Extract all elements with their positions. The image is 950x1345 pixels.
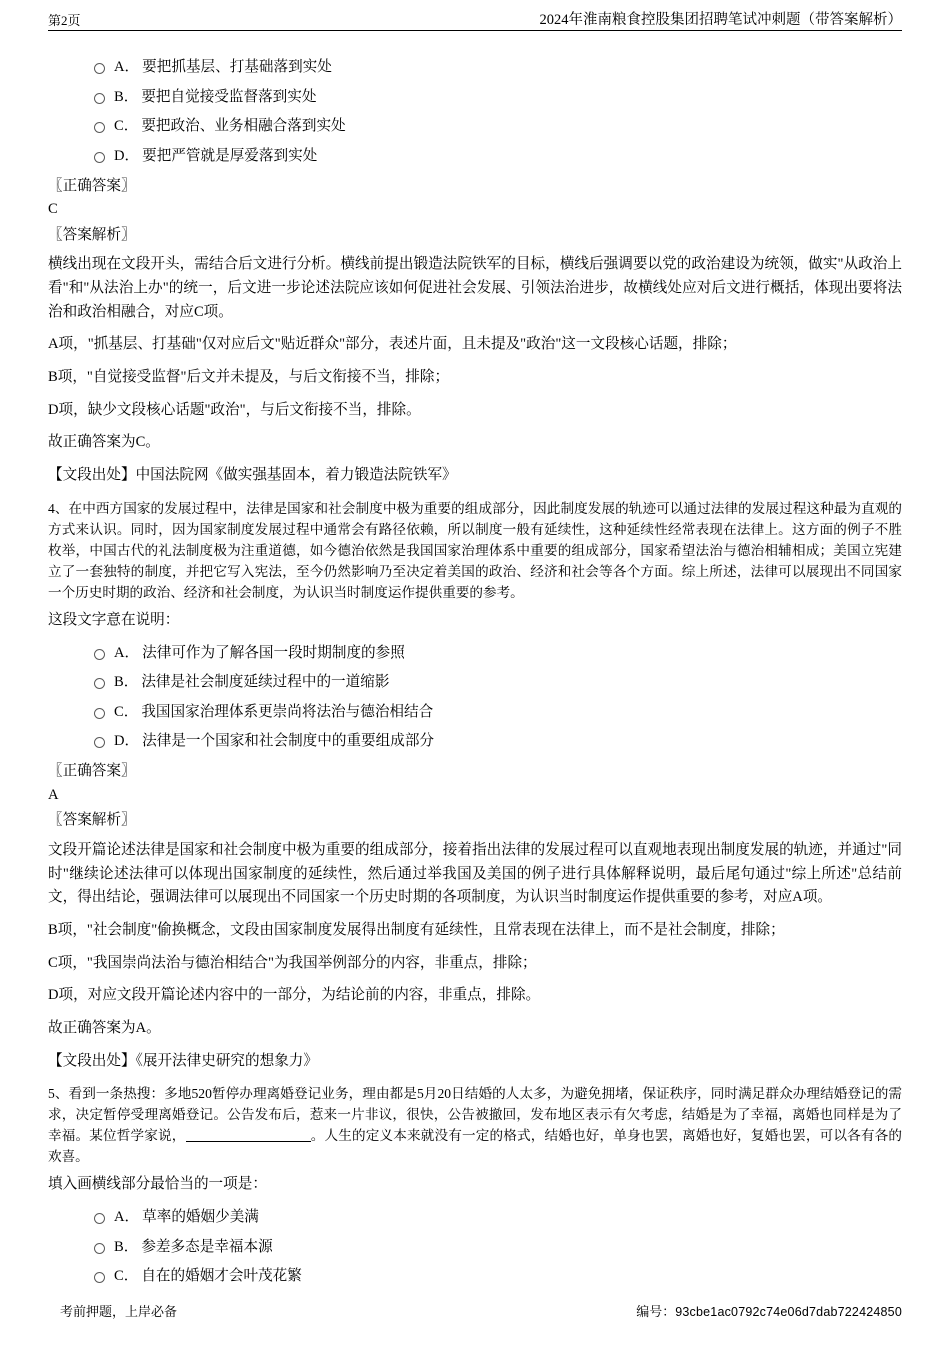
q4-answer-value: A bbox=[48, 786, 59, 803]
q4-analysis-conclusion: 故正确答案为A。 bbox=[48, 1019, 161, 1036]
q4-analysis-paragraph: 文段开篇论述法律是国家和社会制度中极为重要的组成部分，接着指出法律的发展过程可以直观地表现出制度发展的轨迹，并通过"同时"继续论述法律可以体现出国家制度的延续性，然后通过举我国及美国的例子进行具体解释说明，最后尾句通过"综上所述"总结前文，得出结论，强调法律可以展现出不同国家一个历史时期的各项制度，为认识当时制度运作提供重要的参考，对应A项。 bbox=[48, 842, 902, 906]
q4-stem: 4、在中西方国家的发展过程中，法律是国家和社会制度中极为重要的组成部分，因此制度发展的轨迹可以通过法律的发展过程这种最为直观的方式来认识。同时，因为国家制度发展过程中通常会有路径依赖，所以制度一般有延续性，这种延续性经常表现在法律上。这方面的例子不胜枚举，中国古代的礼法制度极为注重道德，如今德治依然是我国国家治理体系中重要的组成部分，国家希望法治与德治相辅相成；美国立宪建立了一套独特的制度，并把它写入宪法，至今仍然影响乃至决定着美国的政治、经济和社会等各个方面。综上所述，法律可以展现出不同国家一个历史时期的政治、经济和社会制度，为认识当时制度运作提供重要的参考。 bbox=[48, 500, 902, 600]
option-label: D． bbox=[114, 147, 140, 164]
q4-option-a[interactable] bbox=[48, 642, 902, 666]
q3-option-a[interactable] bbox=[48, 56, 902, 80]
option-text: 要把政治、业务相融合落到实处 bbox=[141, 118, 346, 135]
option-label: A． bbox=[114, 59, 140, 75]
q4-analysis-heading: 〖答案解析〗 bbox=[48, 812, 136, 829]
q5-stem-part2: 。人生的定义本来就没有一定的格式，结婚也好，单身也罢，离婚也好，复婚也罢，可以各有各的欢喜。 bbox=[48, 1128, 902, 1165]
q3-analysis-paragraph: 横线出现在文段开头，需结合后文进行分析。横线前提出锻造法院铁军的目标，横线后强调要以党的政治建设为统领，做实"从政治上看"和"从法治上办"的统一，后文进一步论述法院应该如何促进社会发展、引领法治进步，故横线处应对后文进行概括，体现出要将法治和政治相融合，对应C项。 bbox=[48, 256, 902, 320]
option-text: 要把抓基层、打基础落到实处 bbox=[142, 59, 332, 75]
option-label: C． bbox=[114, 703, 139, 720]
q5-option-c[interactable] bbox=[48, 1265, 902, 1289]
q3-option-b[interactable] bbox=[48, 86, 902, 110]
option-text: 自在的婚姻才会叶茂花繁 bbox=[141, 1268, 302, 1285]
q4-option-d[interactable] bbox=[48, 730, 902, 754]
q3-option-d[interactable] bbox=[48, 145, 902, 169]
option-label: C． bbox=[114, 118, 139, 135]
option-text: 法律是社会制度延续过程中的一道缩影 bbox=[141, 674, 390, 691]
option-label: A． bbox=[114, 1209, 140, 1226]
option-label: D． bbox=[114, 733, 140, 750]
page-number-label: 第2页 bbox=[48, 13, 81, 28]
option-label: B． bbox=[114, 1238, 139, 1255]
q4-analysis-paragraph: D项，对应文段开篇论述内容中的一部分，为结论前的内容，非重点，排除。 bbox=[48, 987, 541, 1004]
q4-option-c[interactable] bbox=[48, 701, 902, 725]
option-label: B． bbox=[114, 88, 139, 105]
q3-analysis-paragraph: A项，"抓基层、打基础"仅对应后文"贴近群众"部分，表述片面，且未提及"政治"这一文段核心话题，排除； bbox=[48, 336, 737, 353]
q3-analysis-heading: 〖答案解析〗 bbox=[48, 226, 136, 243]
q3-answer-value: C bbox=[48, 201, 58, 218]
q4-analysis-paragraph: C项，"我国崇尚法治与德治相结合"为我国举例部分的内容，非重点，排除； bbox=[48, 954, 537, 971]
q4-analysis-paragraph: B项，"社会制度"偷换概念，文段由国家制度发展得出制度有延续性，且常表现在法律上，而不是社会制度，排除； bbox=[48, 921, 785, 938]
option-label: B． bbox=[114, 674, 139, 691]
page-footer bbox=[48, 1301, 902, 1323]
q5-option-b[interactable] bbox=[48, 1236, 902, 1260]
page-header bbox=[48, 0, 902, 40]
option-text: 法律可作为了解各国一段时期制度的参照 bbox=[142, 644, 405, 661]
q4-source: 【文段出处】《展开法律史研究的想象力》 bbox=[48, 1052, 318, 1069]
footer-code-label: 编号： bbox=[636, 1304, 676, 1319]
option-text: 要把自觉接受监督落到实处 bbox=[141, 88, 317, 105]
q4-question: 这段文字意在说明： bbox=[48, 611, 180, 628]
q5-question: 填入画横线部分最恰当的一项是： bbox=[48, 1176, 267, 1193]
q4-option-b[interactable] bbox=[48, 671, 902, 695]
q3-analysis-paragraph: D项，缺少文段核心话题"政治"，与后文衔接不当，排除。 bbox=[48, 401, 421, 418]
option-text: 草率的婚姻少美满 bbox=[142, 1209, 259, 1226]
option-text: 法律是一个国家和社会制度中的重要组成部分 bbox=[142, 733, 435, 750]
document-title: 2024年淮南粮食控股集团招聘笔试冲刺题（带答案解析） bbox=[539, 12, 902, 28]
header-divider bbox=[48, 30, 902, 31]
q3-source: 【文段出处】中国法院网《做实强基固本，着力锻造法院铁军》 bbox=[48, 466, 457, 483]
radio-icon[interactable] bbox=[94, 737, 105, 748]
q4-answer-heading: 〖正确答案〗 bbox=[48, 763, 136, 780]
q5-options bbox=[48, 1206, 902, 1289]
page-content bbox=[48, 40, 902, 1289]
option-text: 我国国家治理体系更崇尚将法治与德治相结合 bbox=[141, 703, 434, 720]
radio-icon[interactable] bbox=[94, 1213, 105, 1224]
footer-code bbox=[636, 1301, 902, 1320]
q5-option-a[interactable] bbox=[48, 1206, 902, 1230]
q5-stem bbox=[48, 1083, 902, 1167]
radio-icon[interactable] bbox=[94, 678, 105, 689]
radio-icon[interactable] bbox=[94, 122, 105, 133]
footer-code-value: 93cbe1ac0792c74e06d7dab722424850 bbox=[675, 1305, 902, 1319]
radio-icon[interactable] bbox=[94, 1243, 105, 1254]
radio-icon[interactable] bbox=[94, 649, 105, 660]
radio-icon[interactable] bbox=[94, 1272, 105, 1283]
q3-options bbox=[48, 56, 902, 169]
footer-slogan: 考前押题，上岸必备 bbox=[60, 1304, 178, 1319]
q3-option-c[interactable] bbox=[48, 115, 902, 139]
radio-icon[interactable] bbox=[94, 63, 105, 74]
radio-icon[interactable] bbox=[94, 93, 105, 104]
option-text: 参差多态是幸福本源 bbox=[141, 1238, 273, 1255]
q3-answer-heading: 〖正确答案〗 bbox=[48, 177, 136, 194]
option-text: 要把严管就是厚爱落到实处 bbox=[142, 147, 318, 164]
q5-fill-blank bbox=[186, 1141, 311, 1142]
q5-stem-part1: 5、看到一条热搜：多地520暂停办理离婚登记业务，理由都是5月20日结婚的人太多，为避免拥堵，保证秩序，同时满足群众办理结婚登记的需求，决定暂停受理离婚登记。公告发布后，惹来一片非议，很快，公告被撤回，发布地区表示有欠考虑，结婚是为了幸福，离婚也同样是为了幸福。某位哲学家说， bbox=[48, 1086, 902, 1144]
q4-options bbox=[48, 642, 902, 755]
radio-icon[interactable] bbox=[94, 152, 105, 163]
option-label: C． bbox=[114, 1268, 139, 1285]
option-label: A． bbox=[114, 644, 140, 661]
q3-analysis-paragraph: B项，"自觉接受监督"后文并未提及，与后文衔接不当，排除； bbox=[48, 369, 450, 386]
q3-analysis-conclusion: 故正确答案为C。 bbox=[48, 434, 160, 451]
radio-icon[interactable] bbox=[94, 708, 105, 719]
